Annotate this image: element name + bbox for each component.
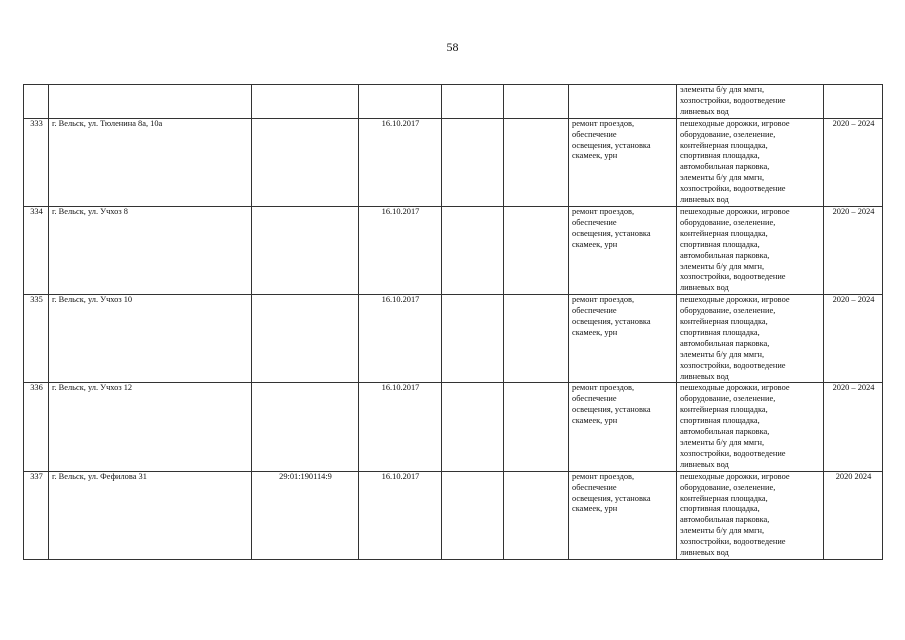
text-line: хозпостройки, водоотведение [680, 448, 786, 458]
text-line: ремонт проездов, [572, 383, 635, 393]
cell-empty-2 [504, 206, 569, 294]
text-line: освещения, установка [572, 405, 651, 415]
cell-repairs [569, 295, 677, 383]
cell-num: 335 [24, 295, 49, 383]
cell-num: 333 [24, 118, 49, 206]
cell-empty-2 [504, 118, 569, 206]
cell-cadastral [252, 118, 359, 206]
text-line: освещения, установка [572, 317, 651, 327]
works-line: элементы б/у для ммгн, [680, 85, 765, 94]
cell-repairs [569, 85, 677, 119]
works-line: хозпостройки, водоотведение [680, 95, 786, 105]
cell-works [677, 295, 824, 383]
text-line: оборудование, озеленение, [680, 482, 776, 492]
cell-empty-1 [442, 206, 504, 294]
cell-address: г. Вельск, ул. Учхоз 8 [49, 206, 252, 294]
cell-cadastral [252, 206, 359, 294]
text-line: освещения, установка [572, 140, 651, 150]
table-row [24, 471, 883, 559]
cell-works [677, 118, 824, 206]
cell-period: 2020 – 2024 [824, 206, 883, 294]
cell-date: 16.10.2017 [359, 471, 442, 559]
text-line: ремонт проездов, [572, 295, 635, 305]
cell-address: г. Вельск, ул. Учхоз 12 [49, 383, 252, 471]
text-line: ливневых вод [680, 548, 729, 558]
text-line: хозпостройки, водоотведение [680, 537, 786, 547]
text-line: ремонт проездов, [572, 206, 635, 216]
text-line: обеспечение [572, 394, 617, 404]
text-line: скамеек, урн [572, 327, 618, 337]
cell-empty-2 [504, 383, 569, 471]
table-row [24, 118, 883, 206]
text-line: обеспечение [572, 306, 617, 316]
text-line: контейнерная площадка, [680, 405, 768, 415]
page-number: 58 [446, 40, 459, 54]
registry-table [23, 84, 883, 560]
text-line: скамеек, урн [572, 239, 618, 249]
cell-period: 2020 – 2024 [824, 295, 883, 383]
text-line: хозпостройки, водоотведение [680, 184, 786, 194]
cell-repairs [569, 471, 677, 559]
cell-period [824, 85, 883, 119]
cell-cadastral: 29:01:190114:9 [252, 471, 359, 559]
cell-num: 337 [24, 471, 49, 559]
cell-num: 336 [24, 383, 49, 471]
cell-repairs [569, 383, 677, 471]
cell-num [24, 85, 49, 119]
text-line: элементы б/у для ммгн, [680, 438, 765, 447]
cell-works [677, 471, 824, 559]
text-line: обеспечение [572, 129, 617, 139]
cell-empty-1 [442, 471, 504, 559]
text-line: контейнерная площадка, [680, 228, 768, 238]
cell-date [359, 85, 442, 119]
text-line: оборудование, озеленение, [680, 306, 776, 316]
cell-empty-2 [504, 85, 569, 119]
cell-repairs [569, 118, 677, 206]
cell-address [49, 85, 252, 119]
text-line: спортивная площадка, [680, 504, 760, 514]
text-line: элементы б/у для ммгн, [680, 349, 765, 359]
cell-period: 2020 – 2024 [824, 118, 883, 206]
cell-repairs [569, 206, 677, 294]
cell-address: г. Вельск, ул. Фефилова 31 [49, 471, 252, 559]
text-line: пешеходные дорожки, игровое [680, 383, 790, 393]
cell-empty-1 [442, 85, 504, 119]
cell-period: 2020 2024 [824, 471, 883, 559]
table-row [24, 206, 883, 294]
text-line: спортивная площадка, [680, 416, 760, 426]
text-line: хозпостройки, водоотведение [680, 360, 786, 370]
cell-empty-2 [504, 471, 569, 559]
text-line: элементы б/у для ммгн, [680, 526, 765, 536]
text-line: ливневых вод [680, 283, 729, 293]
cell-cadastral [252, 295, 359, 383]
cell-date: 16.10.2017 [359, 118, 442, 206]
text-line: ливневых вод [680, 371, 729, 381]
text-line: пешеходные дорожки, игровое [680, 206, 790, 216]
cell-num: 334 [24, 206, 49, 294]
cell-cadastral [252, 85, 359, 119]
text-line: оборудование, озеленение, [680, 394, 776, 404]
text-line: освещения, установка [572, 493, 651, 503]
text-line: хозпостройки, водоотведение [680, 272, 786, 282]
table-row [24, 383, 883, 471]
cell-date: 16.10.2017 [359, 383, 442, 471]
text-line: пешеходные дорожки, игровое [680, 471, 790, 481]
cell-works [677, 85, 824, 119]
text-line: пешеходные дорожки, игровое [680, 118, 790, 128]
cell-cadastral [252, 383, 359, 471]
text-line: ремонт проездов, [572, 118, 635, 128]
text-line: элементы б/у для ммгн, [680, 261, 765, 271]
text-line: контейнерная площадка, [680, 317, 768, 327]
text-line: ремонт проездов, [572, 471, 635, 481]
text-line: автомобильная парковка, [680, 427, 770, 437]
cell-works [677, 206, 824, 294]
text-line: освещения, установка [572, 228, 651, 238]
cell-date: 16.10.2017 [359, 295, 442, 383]
cell-address: г. Вельск, ул. Тюленина 8а, 10а [49, 118, 252, 206]
text-line: скамеек, урн [572, 416, 618, 426]
text-line: обеспечение [572, 217, 617, 227]
text-line: ливневых вод [680, 459, 729, 469]
cell-period: 2020 – 2024 [824, 383, 883, 471]
text-line: спортивная площадка, [680, 327, 760, 337]
text-line: автомобильная парковка, [680, 515, 770, 525]
cell-works [677, 383, 824, 471]
continuation-row [24, 85, 883, 119]
cell-empty-1 [442, 295, 504, 383]
text-line: автомобильная парковка, [680, 162, 770, 172]
cell-empty-1 [442, 383, 504, 471]
text-line: контейнерная площадка, [680, 493, 768, 503]
table-row [24, 295, 883, 383]
text-line: скамеек, урн [572, 504, 618, 514]
text-line: элементы б/у для ммгн, [680, 173, 765, 183]
text-line: контейнерная площадка, [680, 140, 768, 150]
cell-date: 16.10.2017 [359, 206, 442, 294]
text-line: пешеходные дорожки, игровое [680, 295, 790, 305]
cell-empty-1 [442, 118, 504, 206]
text-line: спортивная площадка, [680, 239, 760, 249]
text-line: оборудование, озеленение, [680, 129, 776, 139]
text-line: спортивная площадка, [680, 151, 760, 161]
text-line: скамеек, урн [572, 151, 618, 161]
registry-body [24, 85, 883, 560]
cell-address: г. Вельск, ул. Учхоз 10 [49, 295, 252, 383]
text-line: обеспечение [572, 482, 617, 492]
text-line: оборудование, озеленение, [680, 217, 776, 227]
text-line: автомобильная парковка, [680, 250, 770, 260]
text-line: автомобильная парковка, [680, 338, 770, 348]
works-line: ливневых вод [680, 106, 729, 116]
text-line: ливневых вод [680, 195, 729, 205]
cell-empty-2 [504, 295, 569, 383]
